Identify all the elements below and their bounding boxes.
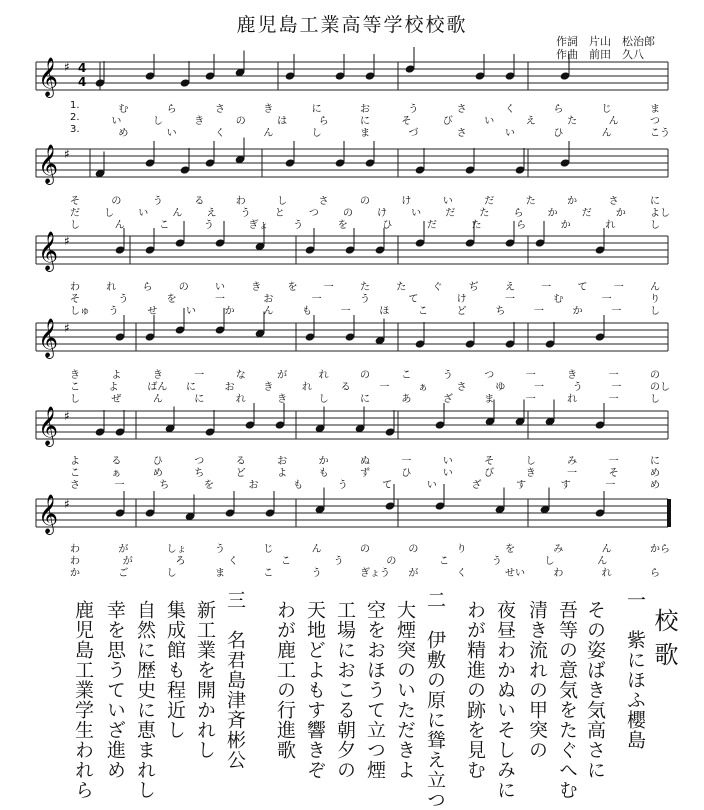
lyric-syllable-s5-v1: る — [235, 456, 246, 467]
lyric-syllable-s4-v2: う — [572, 382, 583, 393]
treble-clef: 𝄞 — [38, 406, 59, 446]
lyric-syllable-s4-v3: ま — [484, 394, 495, 405]
lyric-syllable-s3-v2: け — [456, 294, 467, 305]
lyric-syllable-s1-v1: じ — [601, 104, 612, 115]
lyric-syllable-s1-v1: う — [408, 104, 419, 115]
lyric-syllable-s5-v2: め — [152, 468, 163, 479]
lyric-syllable-s2-v1: そ — [70, 196, 80, 207]
lyric-syllable-s2-v2: ん — [172, 208, 183, 219]
lyric-syllable-s6-v3: わ — [553, 568, 564, 579]
lyric-syllable-s1-v2: き — [194, 116, 205, 127]
lyric-syllable-s1-v3: ん — [601, 128, 612, 139]
lyric-syllable-s2-v1: の — [360, 196, 370, 207]
lyric-syllable-s2-v1: し — [277, 196, 288, 207]
lyric-syllable-s3-v1: ら — [142, 282, 153, 293]
lyric-syllable-s3-v3: 一 — [611, 306, 622, 317]
lyric-syllable-s5-v3: お — [248, 480, 259, 491]
lyric-syllable-s5-v2: ぁ — [111, 468, 122, 479]
lyric-syllable-s3-v2: う — [118, 294, 129, 305]
lyric-syllable-s2-v2: だ — [70, 208, 80, 219]
lyric-syllable-s3-v3: か — [572, 306, 583, 317]
lyric-syllable-s3-v2: 一 — [601, 294, 612, 305]
verse-1-line-5: 夜昼わかぬいそしみに — [494, 600, 516, 800]
verse-1-line-2: その姿ばき気高さに — [584, 600, 606, 780]
lyric-syllable-s3-v1: 一 — [613, 282, 624, 293]
lyric-syllable-s4-v2: る — [340, 382, 351, 393]
lyric-syllable-s3-v2: を — [166, 294, 177, 305]
lyric-syllable-s3-v1: い — [215, 282, 225, 293]
verse-1-line-3: 吾等の意気をたぐへむ — [556, 600, 578, 800]
lyric-syllable-s4-v1: な — [235, 370, 246, 381]
lyric-syllable-s1-v1: ま — [650, 104, 660, 115]
lyric-syllable-s1-v2: た — [567, 116, 578, 127]
lyric-syllable-s1-v2: ん — [608, 116, 619, 127]
lyric-syllable-s3-v3: 一 — [340, 306, 351, 317]
sharp-key-signature: ♯ — [64, 234, 70, 248]
lyric-syllable-s5-v1: に — [650, 456, 660, 467]
lyric-syllable-s5-v3: う — [337, 480, 348, 491]
lyric-syllable-s3-v1: き — [251, 282, 262, 293]
lyric-syllable-s5-v3: て — [382, 480, 393, 491]
lyric-syllable-s6-v3: し — [166, 568, 177, 579]
lyric-syllable-s2-v1: か — [567, 196, 578, 207]
lyric-syllable-s1-v3: ひ — [553, 128, 564, 139]
lyric-syllable-s5-v1: 一 — [608, 456, 619, 467]
verse-2-line-1: 二 伊敷の原に聳え立つ — [424, 590, 446, 810]
lyric-syllable-s4-v1: う — [442, 370, 453, 381]
lyric-syllable-s5-v1: る — [111, 456, 122, 467]
lyric-syllable-s6-v1: しょ — [166, 544, 187, 555]
lyric-syllable-s4-v1: 一 — [525, 370, 536, 381]
lyric-syllable-s3-v1: た — [396, 282, 407, 293]
verse-3-line-4: 自然に歴史に恵まれし — [134, 600, 156, 800]
lyric-syllable-s3-v3: せ — [147, 306, 158, 317]
lyric-syllable-s2-v3: ひ — [382, 220, 393, 231]
lyric-syllable-s6-v1: み — [553, 544, 564, 555]
lyric-syllable-s5-v3: め — [650, 480, 660, 491]
lyric-syllable-s4-v2: さ — [456, 382, 467, 393]
lyric-syllable-s4-v1: き — [152, 370, 163, 381]
lyric-syllable-s5-v1: そ — [484, 456, 495, 467]
lyric-syllable-s5-v2: い — [442, 468, 453, 479]
lyric-syllable-s4-v2: ぁ — [418, 382, 428, 393]
verse-3-line-2: 新工業を開かれし — [194, 600, 216, 760]
lyric-syllable-s2-v2: た — [479, 208, 490, 219]
lyric-syllable-s5-v1: か — [318, 456, 329, 467]
lyric-syllable-s6-v1: ん — [311, 544, 322, 555]
lyric-syllable-s2-v3: う — [203, 220, 214, 231]
lyric-syllable-s4-v3: れ — [235, 394, 246, 405]
lyric-syllable-s2-v3: か — [560, 220, 571, 231]
lyric-syllable-s2-v2: け — [377, 208, 388, 219]
lyric-syllable-s2-v2: え — [206, 208, 217, 219]
lyric-syllable-s5-v3: す — [516, 480, 527, 491]
lyric-syllable-s4-v3: 一 — [525, 394, 536, 405]
lyric-syllable-s6-v3: う — [311, 568, 322, 579]
lyric-syllable-s3-v3: う — [108, 306, 119, 317]
verse-1-line-4: 清き流れの甲突の — [526, 600, 548, 760]
lyric-syllable-s2-v2: う — [240, 208, 251, 219]
lyric-syllable-s4-v1: こ — [401, 370, 412, 381]
lyric-syllable-s3-v3: こ — [418, 306, 428, 317]
lyric-syllable-s4-v3: し — [650, 394, 660, 405]
lyric-syllable-s6-v3: か — [70, 568, 80, 579]
verse-2-line-3: 空をおほうて立つ煙 — [364, 600, 386, 780]
treble-clef: 𝄞 — [38, 144, 59, 184]
lyric-syllable-s3-v1: れ — [106, 282, 117, 293]
lyric-syllable-s6-v1: を — [505, 544, 515, 555]
lyric-syllable-s6-v2: し — [544, 556, 555, 567]
lyric-syllable-s5-v2: ず — [360, 468, 370, 479]
lyric-syllable-s2-v3: れ — [605, 220, 616, 231]
lyric-syllable-s1-v1: お — [360, 104, 370, 115]
lyric-syllable-s2-v2: か — [547, 208, 558, 219]
lyric-syllable-s4-v1: 一 — [194, 370, 205, 381]
lyric-syllable-s3-v1: の — [178, 282, 189, 293]
lyric-syllable-s2-v1: る — [194, 196, 205, 207]
lyric-syllable-s5-v1: み — [567, 456, 578, 467]
lyric-syllable-s1-v3: く — [215, 128, 225, 139]
lyric-syllable-s2-v2: だ — [445, 208, 456, 219]
lyric-syllable-s1-v1: さ — [456, 104, 467, 115]
lyric-syllable-s4-v1: 一 — [608, 370, 619, 381]
lyric-syllable-s1-v1: き — [263, 104, 274, 115]
lyric-syllable-s5-v3: ち — [159, 480, 170, 491]
lyric-syllable-s5-v1: い — [442, 456, 453, 467]
verse-2-line-4: 工場におこる朝夕の — [334, 600, 356, 780]
lyric-syllable-s4-v2: 一 — [379, 382, 390, 393]
sharp-key-signature: ♯ — [64, 321, 70, 335]
lyric-syllable-s5-v1: ひ — [152, 456, 163, 467]
lyric-syllable-s6-v3: ら — [650, 568, 660, 579]
lyric-syllable-s2-v2: ら — [513, 208, 524, 219]
lyric-syllable-s2-v3: を — [337, 220, 348, 231]
lyric-syllable-s6-v1: ん — [601, 544, 612, 555]
lyric-syllable-s3-v1: ぐ — [432, 282, 443, 293]
lyric-syllable-s5-v3: も — [293, 480, 304, 491]
lyric-syllable-s4-v1: が — [277, 370, 288, 381]
lyric-syllable-s6-v3: が — [408, 568, 419, 579]
lyric-syllable-s3-v2: う — [360, 294, 370, 305]
lyric-syllable-s4-v3: き — [277, 394, 288, 405]
lyric-syllable-s5-v2: ひ — [401, 468, 412, 479]
lyric-syllable-s1-v1: 1. — [70, 100, 80, 111]
lyric-syllable-s2-v2: の — [342, 208, 353, 219]
lyric-syllable-s1-v3: こう — [650, 128, 670, 139]
treble-clef: 𝄞 — [38, 494, 59, 534]
lyric-syllable-s3-v3: 一 — [534, 306, 544, 317]
lyric-syllable-s4-v3: 一 — [608, 394, 619, 405]
lyric-syllable-s3-v3: しゅ — [70, 306, 90, 317]
lyric-syllable-s4-v1: の — [650, 370, 660, 381]
lyric-syllable-s6-v1: の — [408, 544, 419, 555]
time-signature-bottom: 4 — [78, 75, 87, 89]
lyric-syllable-s2-v3: ん — [114, 220, 125, 231]
lyric-syllable-s3-v2: そ — [70, 294, 80, 305]
lyric-syllable-s2-v1: た — [525, 196, 536, 207]
lyric-syllable-s6-v2: こ — [280, 556, 291, 567]
lyric-syllable-s3-v1: た — [360, 282, 370, 293]
lyric-syllable-s1-v2: つ — [650, 116, 660, 127]
lyric-syllable-s5-v2: 一 — [567, 468, 578, 479]
lyric-syllable-s1-v2: い — [111, 116, 122, 127]
lyric-syllable-s1-v2: の — [235, 116, 246, 127]
lyric-syllable-s5-v3: ざ — [471, 480, 482, 491]
lyric-syllable-s5-v2: び — [484, 468, 495, 479]
lyric-syllable-s1-v2: そ — [401, 116, 412, 127]
lyric-syllable-s6-v3: こ — [263, 568, 274, 579]
lyric-syllable-s1-v2: し — [152, 116, 163, 127]
lyric-syllable-s5-v2: め — [650, 468, 660, 479]
sharp-key-signature: ♯ — [64, 497, 70, 511]
lyric-syllable-s4-v2: 一 — [611, 382, 622, 393]
lyric-syllable-s5-v2: も — [318, 468, 329, 479]
lyric-syllable-s3-v2: む — [553, 294, 564, 305]
lyric-syllable-s3-v3: ち — [495, 306, 506, 317]
lyric-syllable-s4-v2: ゆ — [495, 382, 506, 393]
lyric-syllable-s5-v3: を — [203, 480, 214, 491]
lyric-syllable-s5-v1: よ — [70, 456, 80, 467]
lyric-syllable-s6-v2: こ — [439, 556, 450, 567]
lyric-syllable-s6-v2: く — [228, 556, 239, 567]
lyric-syllable-s2-v1: だ — [484, 196, 495, 207]
treble-clef: 𝄞 — [38, 57, 59, 97]
lyric-syllable-s5-v1: 一 — [401, 456, 412, 467]
lyric-syllable-s1-v1: ら — [553, 104, 564, 115]
lyric-syllable-s4-v1: つ — [484, 370, 495, 381]
sharp-key-signature: ♯ — [64, 60, 70, 74]
lyric-syllable-s6-v2: う — [333, 556, 344, 567]
lyric-syllable-s6-v1: り — [456, 544, 467, 555]
lyric-syllable-s4-v2: れ — [302, 382, 312, 393]
lyric-syllable-s2-v2: し — [104, 208, 115, 219]
final-barline — [667, 499, 671, 527]
lyric-syllable-s6-v1: から — [650, 544, 670, 555]
lyric-syllable-s2-v3: ら — [516, 220, 527, 231]
lyric-syllable-s2-v3: し — [650, 220, 660, 231]
lyric-syllable-s1-v3: い — [166, 128, 177, 139]
lyric-syllable-s4-v1: き — [567, 370, 578, 381]
lyric-syllable-s4-v1: き — [70, 370, 80, 381]
lyric-syllable-s5-v3: 一 — [114, 480, 125, 491]
lyric-syllable-s1-v2: い — [484, 116, 495, 127]
lyric-syllable-s1-v1: む — [118, 104, 129, 115]
lyric-syllable-s3-v1: わ — [70, 282, 80, 293]
lyric-syllable-s6-v2: ろ — [175, 556, 186, 567]
lyric-syllable-s1-v1: ら — [166, 104, 177, 115]
lyric-syllable-s2-v1: さ — [608, 196, 619, 207]
lyric-syllable-s1-v3: 3. — [70, 124, 80, 135]
lyric-syllable-s4-v2: こ — [70, 382, 80, 393]
sharp-key-signature: ♯ — [64, 147, 70, 161]
lyric-syllable-s6-v1: う — [215, 544, 225, 555]
verse-1-line-1: 一 紫にほふ櫻島 — [624, 590, 646, 750]
lyric-syllable-s3-v2: 一 — [215, 294, 225, 305]
verse-3-line-3: 集成館も程近し — [164, 600, 186, 740]
lyric-syllable-s2-v1: わ — [235, 196, 246, 207]
composer-credit: 作曲 前田 久八 — [556, 48, 644, 61]
lyric-syllable-s6-v2: ん — [597, 556, 608, 567]
lyric-syllable-s5-v3: 一 — [605, 480, 616, 491]
lyric-syllable-s2-v1: さ — [318, 196, 329, 207]
lyric-syllable-s2-v3: だ — [426, 220, 437, 231]
lyric-syllable-s3-v3: ほ — [379, 306, 390, 317]
lyric-syllable-s1-v1: く — [505, 104, 515, 115]
lyric-syllable-s4-v2: のし — [650, 382, 670, 393]
lyric-syllable-s1-v2: び — [442, 116, 453, 127]
lyric-syllable-s4-v2: お — [224, 382, 235, 393]
lyric-syllable-s5-v2: よ — [277, 468, 288, 479]
lyric-syllable-s3-v3: い — [186, 306, 196, 317]
verse-2-line-2: 大煙突のいただきよ — [394, 600, 416, 780]
lyric-syllable-s3-v2: 一 — [505, 294, 515, 305]
lyric-syllable-s5-v2: ち — [194, 468, 205, 479]
lyric-syllable-s5-v3: す — [560, 480, 571, 491]
lyric-syllable-s2-v3: こ — [159, 220, 170, 231]
lyric-syllable-s2-v1: に — [650, 196, 660, 207]
lyric-syllable-s3-v3: し — [650, 306, 660, 317]
lyric-syllable-s1-v3: め — [118, 128, 129, 139]
lyric-syllable-s4-v3: し — [318, 394, 329, 405]
verse-3-line-5: 幸を思うていざ進め — [104, 600, 126, 780]
lyric-syllable-s1-v3: さ — [456, 128, 467, 139]
lyric-syllable-s1-v3: し — [311, 128, 322, 139]
lyric-syllable-s1-v1: に — [311, 104, 322, 115]
lyric-syllable-s3-v3: ん — [263, 306, 274, 317]
lyric-syllable-s5-v2: こ — [70, 468, 80, 479]
treble-clef: 𝄞 — [38, 231, 59, 271]
lyricist-credit: 作詞 片山 松治郎 — [556, 35, 655, 48]
song-title: 鹿児島工業高等学校校歌 — [236, 14, 468, 36]
lyric-syllable-s3-v1: え — [505, 282, 515, 293]
lyric-syllable-s4-v2: よ — [108, 382, 119, 393]
lyric-syllable-s1-v3: づ — [408, 128, 419, 139]
lyric-syllable-s6-v1: の — [360, 544, 370, 555]
lyric-syllable-s1-v2: ら — [318, 116, 329, 127]
lyric-syllable-s5-v2: ど — [235, 468, 246, 479]
lyric-syllable-s2-v2: か — [615, 208, 626, 219]
lyric-syllable-s2-v2: よし — [650, 208, 670, 219]
lyric-syllable-s4-v3: ぜ — [111, 394, 122, 405]
lyric-syllable-s3-v3: か — [224, 306, 235, 317]
lyric-syllable-s4-v1: れ — [318, 370, 329, 381]
verse-2-line-6: わが鹿工の行進歌 — [274, 600, 296, 760]
lyric-syllable-s3-v2: 一 — [311, 294, 322, 305]
lyric-syllable-s2-v2: い — [411, 208, 422, 219]
verse-2-line-5: 天地どよもす響きぞ — [304, 600, 326, 780]
lyric-syllable-s2-v2: と — [274, 208, 285, 219]
lyric-syllable-s4-v3: れ — [567, 394, 578, 405]
lyric-syllable-s5-v1: ぬ — [360, 456, 370, 467]
lyric-syllable-s5-v2: き — [525, 468, 536, 479]
lyric-syllable-s5-v3: さ — [70, 480, 80, 491]
lyric-syllable-s1-v2: 2. — [70, 112, 80, 123]
lyric-syllable-s6-v3: く — [456, 568, 467, 579]
lyric-syllable-s4-v3: に — [194, 394, 205, 405]
lyric-syllable-s2-v1: の — [111, 196, 122, 207]
lyric-syllable-s6-v3: れ — [601, 568, 612, 579]
lyric-syllable-s2-v3: ぎょ — [248, 220, 269, 231]
lyric-syllable-s2-v3: う — [293, 220, 304, 231]
lyric-syllable-s6-v1: が — [118, 544, 129, 555]
lyric-syllable-s3-v2: て — [408, 294, 419, 305]
lyric-syllable-s1-v3: ま — [360, 128, 370, 139]
lyric-syllable-s3-v2: り — [650, 294, 660, 305]
lyric-syllable-s3-v3: も — [302, 306, 312, 317]
lyric-syllable-s1-v3: い — [505, 128, 515, 139]
lyric-syllable-s1-v2: に — [360, 116, 370, 127]
lyric-syllable-s2-v1: う — [152, 196, 163, 207]
lyric-syllable-s3-v3: ど — [456, 306, 467, 317]
lyric-syllable-s5-v1: お — [277, 456, 288, 467]
lyric-syllable-s1-v1: さ — [215, 104, 225, 115]
lyric-syllable-s3-v1: を — [287, 282, 298, 293]
lyric-syllable-s6-v1: じ — [263, 544, 274, 555]
lyric-syllable-s6-v3: ま — [215, 568, 225, 579]
lyric-syllable-s5-v1: し — [525, 456, 536, 467]
lyric-syllable-s2-v2: だ — [581, 208, 592, 219]
lyric-syllable-s4-v2: き — [263, 382, 274, 393]
lyric-syllable-s6-v2: う — [491, 556, 502, 567]
lyric-syllable-s6-v3: せい — [505, 568, 525, 579]
lyric-syllable-s3-v1: ん — [650, 282, 660, 293]
lyric-syllable-s3-v1: て — [577, 282, 588, 293]
treble-clef: 𝄞 — [38, 318, 59, 358]
verses-title: 校歌 — [650, 608, 678, 676]
lyric-syllable-s2-v2: い — [138, 208, 149, 219]
lyric-syllable-s6-v1: わ — [70, 544, 80, 555]
lyric-syllable-s3-v1: 一 — [323, 282, 334, 293]
sharp-key-signature: ♯ — [64, 409, 70, 423]
lyric-syllable-s6-v2: が — [122, 556, 133, 567]
lyric-syllable-s1-v2: は — [277, 116, 288, 127]
lyric-syllable-s4-v3: し — [70, 394, 80, 405]
lyric-syllable-s4-v2: ばん — [147, 382, 168, 393]
lyric-syllable-s5-v3: い — [426, 480, 437, 491]
lyric-syllable-s2-v1: け — [401, 196, 412, 207]
lyric-syllable-s5-v2: そ — [608, 468, 619, 479]
lyric-syllable-s3-v1: ぢ — [468, 282, 479, 293]
lyric-syllable-s3-v2: お — [263, 294, 274, 305]
verse-3-line-6: 鹿児島工業学生われら — [72, 600, 94, 800]
lyric-syllable-s6-v3: ご — [118, 568, 129, 579]
lyric-syllable-s4-v2: 一 — [534, 382, 544, 393]
lyric-syllable-s5-v1: つ — [194, 456, 205, 467]
lyric-syllable-s1-v2: え — [525, 116, 536, 127]
lyric-syllable-s4-v3: に — [360, 394, 370, 405]
lyric-syllable-s3-v1: 一 — [541, 282, 552, 293]
lyric-syllable-s6-v3: ぎょう — [360, 568, 390, 579]
lyric-syllable-s4-v3: ん — [152, 394, 163, 405]
lyric-syllable-s2-v3: し — [70, 220, 80, 231]
verse-1-line-6: わが精進の跡を見む — [464, 600, 486, 780]
lyric-syllable-s2-v1: い — [442, 196, 453, 207]
time-signature-top: 4 — [78, 61, 87, 75]
lyric-syllable-s6-v2: の — [386, 556, 397, 567]
lyric-syllable-s2-v2: つ — [308, 208, 319, 219]
lyric-syllable-s4-v1: の — [360, 370, 370, 381]
lyric-syllable-s6-v2: わ — [70, 556, 80, 567]
lyric-syllable-s1-v3: ん — [263, 128, 274, 139]
lyric-syllable-s4-v3: ざ — [442, 394, 453, 405]
lyric-syllable-s2-v3: た — [471, 220, 482, 231]
lyric-syllable-s4-v3: あ — [401, 394, 412, 405]
lyric-syllable-s4-v1: よ — [111, 370, 122, 381]
verse-3-line-1: 三 名君島津斉彬公 — [224, 590, 246, 770]
lyric-syllable-s4-v2: に — [186, 382, 196, 393]
